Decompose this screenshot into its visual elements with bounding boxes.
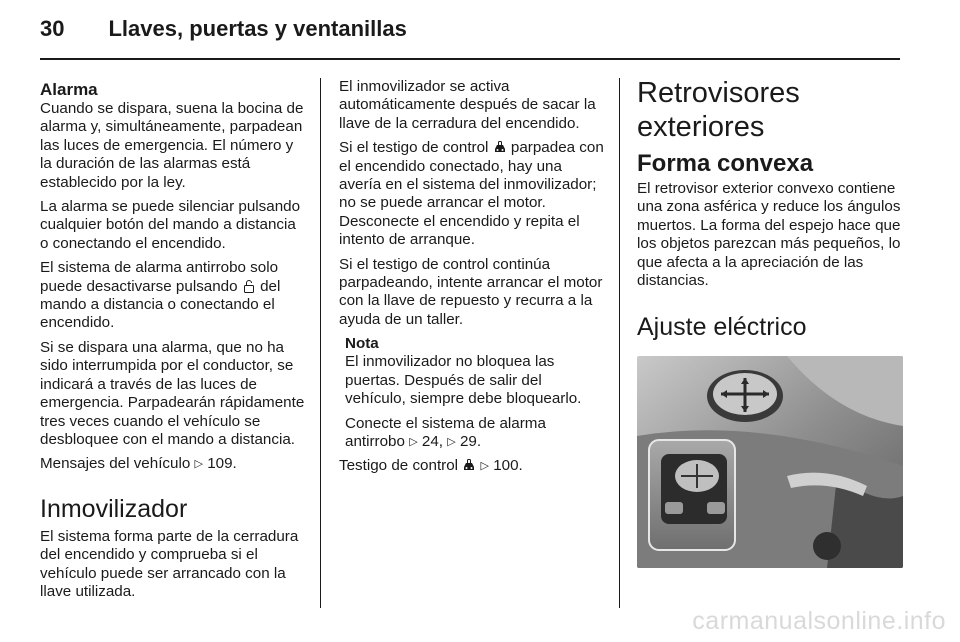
inmovilizador-paragraph-4: Si el testigo de control continúa parpadeando, intente arrancar el motor con la llave de repuesto y recurra a la ayuda de un taller. — [339, 255, 603, 328]
testigo-text-a: Si el testigo de control — [339, 139, 489, 157]
inmovilizador-paragraph-2: El inmovilizador se activa automáticamente después de sacar la llave de la cerradura del encendido. — [339, 78, 596, 132]
ajuste-electrico-heading: Ajuste eléctrico — [637, 313, 807, 342]
mensajes-text: Mensajes del vehículo — [40, 455, 191, 473]
page-ref-24[interactable]: 24, — [421, 432, 444, 450]
header-rule — [40, 58, 900, 60]
column-3 — [637, 78, 903, 568]
page-ref-icon: ▷ — [409, 435, 418, 448]
testigo-text-b: parpadea con el encendido conectado, hay una avería en el sistema del inmovilizador; no se puede arrancar el motor. Desconecte el encendido y repita el intento de arranque. — [339, 139, 604, 249]
testigo-text-c: Testigo de control — [339, 457, 459, 475]
page-ref-icon: ▷ — [480, 460, 489, 473]
note-paragraph-2 — [345, 415, 605, 452]
page-ref-icon: ▷ — [194, 458, 203, 471]
page-ref-100[interactable]: 100. — [493, 457, 523, 475]
page-ref-29[interactable]: 29. — [459, 432, 482, 450]
forma-convexa-heading: Forma convexa — [637, 150, 814, 177]
convexa-paragraph: El retrovisor exterior convexo contiene una zona asférica y reduce los ángulos muertos. La forma del espejo hace que los objetos parezcan más pequeños, lo que afecta a la apreciación de las distancias. — [637, 180, 901, 290]
inmovilizador-paragraph-1: El sistema forma parte de la cerradura del encendido y comprueba si el vehículo puede ser arrancado con la llave utilizada. — [40, 527, 299, 600]
column-2 — [339, 78, 605, 482]
column-divider-2 — [619, 78, 620, 608]
immobilizer-lamp-icon — [462, 458, 476, 472]
alarma-p3-text-a: El sistema de alarma antirrobo solo puede desactivarse pulsando — [40, 259, 279, 295]
alarma-heading: Alarma — [40, 80, 98, 99]
immobilizer-lamp-icon — [493, 140, 507, 154]
note-box — [339, 335, 605, 451]
retrovisores-heading: Retrovisores exteriores — [637, 77, 800, 143]
note-paragraph-1: El inmovilizador no bloquea las puertas. Después de salir del vehículo, siempre debe bloquearlo. — [345, 353, 582, 408]
alarma-paragraph-4: Si se dispara una alarma, que no ha sido interrumpida por el conductor, se indicará a través de las luces de emergencia. Parpadearán rápidamente tres veces cuando el vehículo se desbloquee con el mando a distancia. — [40, 338, 305, 448]
page-ref-icon: ▷ — [447, 435, 456, 448]
column-divider-1 — [320, 78, 321, 608]
page-ref-109[interactable]: 109. — [207, 455, 237, 473]
testigo-paragraph — [339, 457, 605, 475]
page-header — [40, 16, 407, 46]
alarma-paragraph-5 — [40, 455, 306, 473]
inmovilizador-paragraph-3 — [339, 139, 605, 249]
watermark: carmanualsonline.info — [692, 607, 946, 635]
note-p2-text: Conecte el sistema de alarma antirrobo — [345, 414, 546, 450]
alarma-paragraph-3 — [40, 259, 306, 333]
alarma-paragraph-1: Cuando se dispara, suena la bocina de alarma y, simultáneamente, parpadean las luces de emergencia. El número y la duración de las alarmas está establecido por la ley. — [40, 100, 304, 191]
mirror-control-photo — [637, 356, 903, 568]
chapter-title: Llaves, puertas y ventanillas — [108, 16, 407, 41]
alarma-p3-text-b: del mando a distancia o conectando el encendido. — [40, 277, 281, 332]
unlock-icon — [242, 279, 256, 293]
page-number: 30 — [40, 16, 65, 41]
column-1 — [40, 78, 306, 607]
alarma-paragraph-2: La alarma se puede silenciar pulsando cualquier botón del mando a distancia o conectando el encendido. — [40, 198, 301, 252]
inmovilizador-heading: Inmovilizador — [40, 494, 188, 523]
note-label: Nota — [345, 335, 379, 353]
